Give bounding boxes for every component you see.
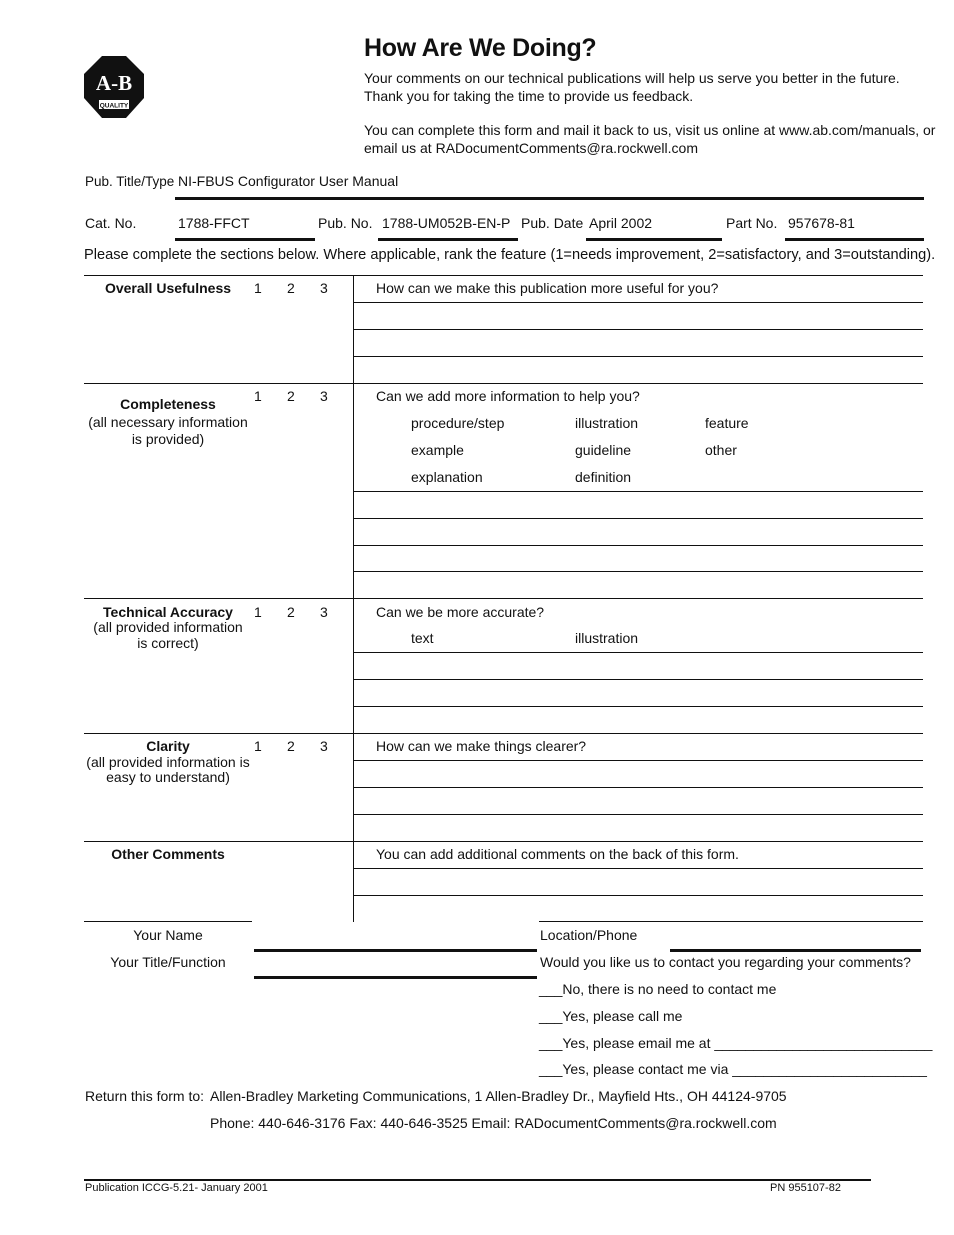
other-comments-answer-line[interactable] (354, 895, 923, 896)
section-divider (84, 275, 923, 276)
return-phone-email: Phone: 440-646-3176 Fax: 440-646-3525 Email: RADocumentComments@ra.rockwell.com (210, 1115, 777, 1131)
accuracy-label: Technical Accuracy (103, 604, 233, 620)
page-title: How Are We Doing? (364, 34, 597, 62)
pub-no-underline (378, 238, 518, 241)
option-explanation[interactable]: explanation (411, 469, 483, 485)
clarity-rank-2[interactable]: 2 (287, 738, 295, 754)
contact-divider (539, 921, 923, 922)
logo-text: A-B (95, 71, 133, 95)
section-divider (84, 841, 923, 842)
pub-title-underline (175, 197, 924, 200)
usefulness-answer-line[interactable] (354, 356, 923, 357)
cat-no-underline (175, 238, 315, 241)
clarity-rank-1[interactable]: 1 (254, 738, 262, 754)
other-comments-note: You can add additional comments on the back of this form. (376, 846, 739, 862)
clarity-answer-line[interactable] (354, 787, 923, 788)
part-no-underline (785, 238, 924, 241)
option-text[interactable]: text (411, 630, 434, 646)
contact-divider (84, 921, 252, 922)
completeness-desc-line2: is provided) (131, 431, 205, 447)
option-guideline[interactable]: guideline (575, 442, 632, 458)
clarity-question: How can we make things clearer? (376, 738, 587, 754)
accuracy-answer-line[interactable] (354, 652, 923, 653)
contact-question: Would you like us to contact you regarding your comments? (540, 954, 911, 970)
logo-subtext: QUALITY (99, 102, 129, 110)
footer-pn: PN 955107-82 (770, 1182, 841, 1194)
your-name-field[interactable] (254, 949, 537, 952)
option-procedure-step[interactable]: procedure/step (411, 415, 505, 431)
pub-no-label: Pub. No. (318, 215, 373, 231)
other-comments-answer-line[interactable] (354, 868, 923, 869)
accuracy-desc-line2: is correct) (137, 635, 199, 651)
option-example[interactable]: example (411, 442, 464, 458)
completeness-rank-2[interactable]: 2 (287, 388, 295, 404)
section-divider (84, 598, 923, 599)
your-name-label: Your Name (133, 927, 203, 943)
completeness-answer-line[interactable] (354, 518, 923, 519)
location-phone-field[interactable] (670, 949, 921, 952)
option-definition[interactable]: definition (575, 469, 632, 485)
usefulness-rank-1[interactable]: 1 (254, 280, 262, 296)
completeness-label: Completeness (120, 396, 216, 412)
part-no-field[interactable]: 957678-81 (788, 215, 855, 231)
accuracy-rank-3[interactable]: 3 (320, 604, 328, 620)
footer-publication: Publication ICCG-5.21- January 2001 (85, 1182, 268, 1194)
intro-text-line1: Your comments on our technical publications will help us serve you better in the future. (364, 70, 900, 86)
accuracy-rank-2[interactable]: 2 (287, 604, 295, 620)
intro-text-line2: Thank you for taking the time to provide us feedback. (364, 88, 694, 104)
usefulness-answer-line[interactable] (354, 302, 923, 303)
completeness-answer-line[interactable] (354, 571, 923, 572)
contact-option-via[interactable]: ___Yes, please contact me via _________________________ (539, 1061, 927, 1077)
contact-option-no[interactable]: ___No, there is no need to contact me (539, 981, 777, 997)
return-address: Allen-Bradley Marketing Communications, 1 Allen-Bradley Dr., Mayfield Hts., OH 44124-9705 (210, 1088, 787, 1104)
section-divider (84, 733, 923, 734)
usefulness-label: Overall Usefulness (104, 280, 232, 296)
completeness-question: Can we add more information to help you? (376, 388, 640, 404)
pub-date-label: Pub. Date (521, 215, 584, 231)
pub-title-field[interactable]: NI-FBUS Configurator User Manual (178, 173, 399, 189)
option-illustration[interactable]: illustration (575, 415, 639, 431)
accuracy-answer-line[interactable] (354, 706, 923, 707)
pub-no-field[interactable]: 1788-UM052B-EN-P (382, 215, 511, 231)
location-phone-label: Location/Phone (540, 927, 638, 943)
clarity-label: Clarity (146, 738, 190, 754)
contact-text-line2: email us at RADocumentComments@ra.rockwell.com (364, 140, 698, 156)
clarity-desc-line1: (all provided information is (86, 754, 250, 770)
instructions-text: Please complete the sections below. Where applicable, rank the feature (1=needs improvement, 2=satisfactory, and 3=outstanding). (84, 247, 936, 263)
pub-date-underline (586, 238, 722, 241)
option-feature[interactable]: feature (705, 415, 749, 431)
section-divider (84, 383, 923, 384)
completeness-desc-line1: (all necessary information (88, 414, 248, 430)
usefulness-rank-2[interactable]: 2 (287, 280, 295, 296)
clarity-desc-line2: easy to understand) (106, 769, 230, 785)
allen-bradley-logo (82, 54, 146, 120)
usefulness-question: How can we make this publication more useful for you? (376, 280, 719, 296)
pub-date-field[interactable]: April 2002 (589, 215, 653, 231)
clarity-rank-3[interactable]: 3 (320, 738, 328, 754)
option-other[interactable]: other (705, 442, 737, 458)
accuracy-question: Can we be more accurate? (376, 604, 545, 620)
contact-option-email[interactable]: ___Yes, please email me at ____________________________ (539, 1035, 933, 1051)
completeness-rank-3[interactable]: 3 (320, 388, 328, 404)
cat-no-label: Cat. No. (85, 215, 137, 231)
option-accuracy-illustration[interactable]: illustration (575, 630, 639, 646)
accuracy-answer-line[interactable] (354, 679, 923, 680)
your-title-label: Your Title/Function (110, 954, 226, 970)
usefulness-rank-3[interactable]: 3 (320, 280, 328, 296)
contact-option-call[interactable]: ___Yes, please call me (539, 1008, 683, 1024)
pub-title-label: Pub. Title/Type (85, 174, 175, 189)
clarity-answer-line[interactable] (354, 760, 923, 761)
cat-no-field[interactable]: 1788-FFCT (178, 215, 250, 231)
footer-rule (84, 1179, 871, 1181)
clarity-answer-line[interactable] (354, 814, 923, 815)
your-title-field[interactable] (254, 976, 537, 979)
contact-text-line1: You can complete this form and mail it back to us, visit us online at www.ab.com/manuals, or (364, 122, 936, 138)
completeness-answer-line[interactable] (354, 545, 923, 546)
completeness-rank-1[interactable]: 1 (254, 388, 262, 404)
other-comments-label: Other Comments (111, 846, 225, 862)
part-no-label: Part No. (726, 215, 778, 231)
accuracy-desc-line1: (all provided information (93, 619, 243, 635)
accuracy-rank-1[interactable]: 1 (254, 604, 262, 620)
completeness-answer-line[interactable] (354, 491, 923, 492)
return-label: Return this form to: (85, 1088, 205, 1104)
usefulness-answer-line[interactable] (354, 329, 923, 330)
